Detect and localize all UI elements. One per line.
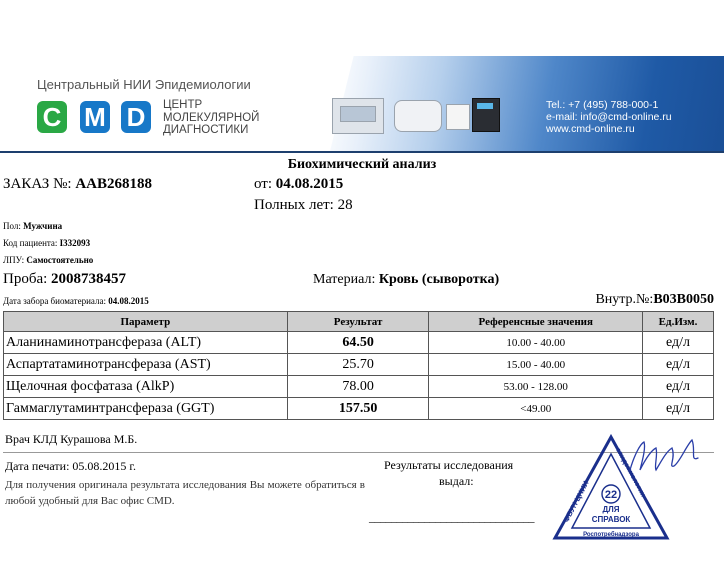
param-cell: Аланинаминотрансфераза (ALT) — [4, 332, 288, 354]
issued-by-line-2: выдал: — [439, 474, 474, 488]
reference-cell: 10.00 - 40.00 — [429, 332, 643, 354]
results-table — [3, 311, 714, 420]
age-label: Полных лет: — [254, 197, 334, 213]
unit-cell: ед/л — [643, 398, 714, 420]
phone-text: Tel.: +7 (495) 788-000-1 — [546, 99, 659, 111]
org-name: Центральный НИИ Эпидемиологии — [37, 77, 251, 92]
print-date: Дата печати: 05.08.2015 г. — [5, 459, 136, 473]
unit-cell: ед/л — [643, 354, 714, 376]
collection-date-label: Дата забора биоматериала: — [3, 296, 106, 306]
table-row — [4, 376, 714, 398]
patient-code — [3, 238, 90, 248]
reference-cell: 53.00 - 128.00 — [429, 376, 643, 398]
table-row — [4, 332, 714, 354]
logo-sub-line-3: ДИАГНОСТИКИ — [163, 124, 249, 136]
logo-letter-d: D — [121, 101, 151, 133]
patient-age — [254, 197, 353, 214]
param-cell: Аспартатаминотрансфераза (AST) — [4, 354, 288, 376]
age-value: 28 — [337, 197, 353, 213]
sample-number — [3, 271, 126, 288]
contacts-block — [546, 99, 672, 135]
order-date — [254, 176, 343, 193]
result-cell: 25.70 — [287, 354, 429, 376]
header-reference: Референсные значения — [429, 312, 643, 332]
document-title: Биохимический анализ — [287, 157, 437, 172]
doctor-name: Врач КЛД Курашова М.Б. — [5, 432, 138, 446]
logo-sub-line-1: ЦЕНТР — [163, 99, 203, 111]
patient-code-label: Код пациента: — [3, 238, 58, 248]
sample-value: 2008738457 — [51, 271, 127, 287]
stamp-number: 22 — [604, 489, 618, 501]
table-header-row — [4, 312, 714, 332]
logo-sub-line-2: МОЛЕКУЛЯРНОЙ — [163, 111, 260, 124]
sex-label: Пол: — [3, 221, 21, 231]
doctor-signature — [620, 436, 710, 476]
result-cell: 64.50 — [287, 332, 429, 354]
header-divider — [0, 151, 724, 153]
param-cell: Щелочная фосфатаза (AlkP) — [4, 376, 288, 398]
material-label: Материал: — [313, 272, 376, 287]
issued-by-line-1: Результаты исследования — [384, 458, 514, 472]
unit-cell: ед/л — [643, 376, 714, 398]
result-cell: 78.00 — [287, 376, 429, 398]
email-text: e-mail: info@cmd-online.ru — [546, 111, 672, 123]
internal-number — [595, 292, 714, 308]
header-result: Результат — [287, 312, 429, 332]
internal-no-value: B03B0050 — [653, 292, 714, 307]
result-cell: 157.50 — [287, 398, 429, 420]
signature-line: ______________________________ — [369, 510, 534, 524]
reference-cell: 15.00 - 40.00 — [429, 354, 643, 376]
stamp-right-text: эпидемиологии — [614, 447, 647, 499]
material — [313, 272, 499, 288]
original-note: Для получения оригинала результата исследования Вы можете обратиться в любой удобный для Вас офис CMD. — [5, 479, 365, 507]
stamp-bottom-text: Роспотребнадзора — [583, 532, 639, 538]
header-unit: Ед.Изм. — [643, 312, 714, 332]
website-text: www.cmd-online.ru — [546, 123, 635, 135]
table-row — [4, 398, 714, 420]
date-value: 04.08.2015 — [275, 176, 344, 192]
logo-subtitle — [163, 99, 259, 137]
sample-label: Проба: — [3, 271, 48, 287]
lpu-value: Самостоятельно — [26, 255, 94, 265]
date-label: от: — [254, 176, 273, 192]
internal-no-label: Внутр.№: — [595, 292, 654, 307]
reference-cell: <49.00 — [429, 398, 643, 420]
logo-letter-m: M — [80, 101, 110, 133]
stamp-left-text: ФБУН ЦНИИ — [561, 479, 591, 524]
order-number — [3, 176, 152, 193]
sex-value: Мужчина — [23, 221, 63, 231]
logo-letter-c: C — [37, 101, 67, 133]
material-value: Кровь (сыворотка) — [378, 272, 500, 287]
order-label: ЗАКАЗ №: — [3, 176, 72, 192]
lpu-label: ЛПУ: — [3, 255, 25, 265]
patient-sex — [3, 221, 62, 231]
header-parameter: Параметр — [4, 312, 288, 332]
order-value: AAB268188 — [75, 176, 152, 192]
patient-code-value: I332093 — [59, 238, 91, 248]
lpu — [3, 255, 93, 265]
stamp-line-1: ДЛЯ — [602, 505, 620, 514]
collection-date-value: 04.08.2015 — [108, 296, 149, 306]
param-cell: Гаммаглутаминтрансфераза (GGT) — [4, 398, 288, 420]
collection-date — [3, 296, 149, 306]
unit-cell: ед/л — [643, 332, 714, 354]
table-row — [4, 354, 714, 376]
stamp-line-2: СПРАВОК — [591, 515, 631, 524]
